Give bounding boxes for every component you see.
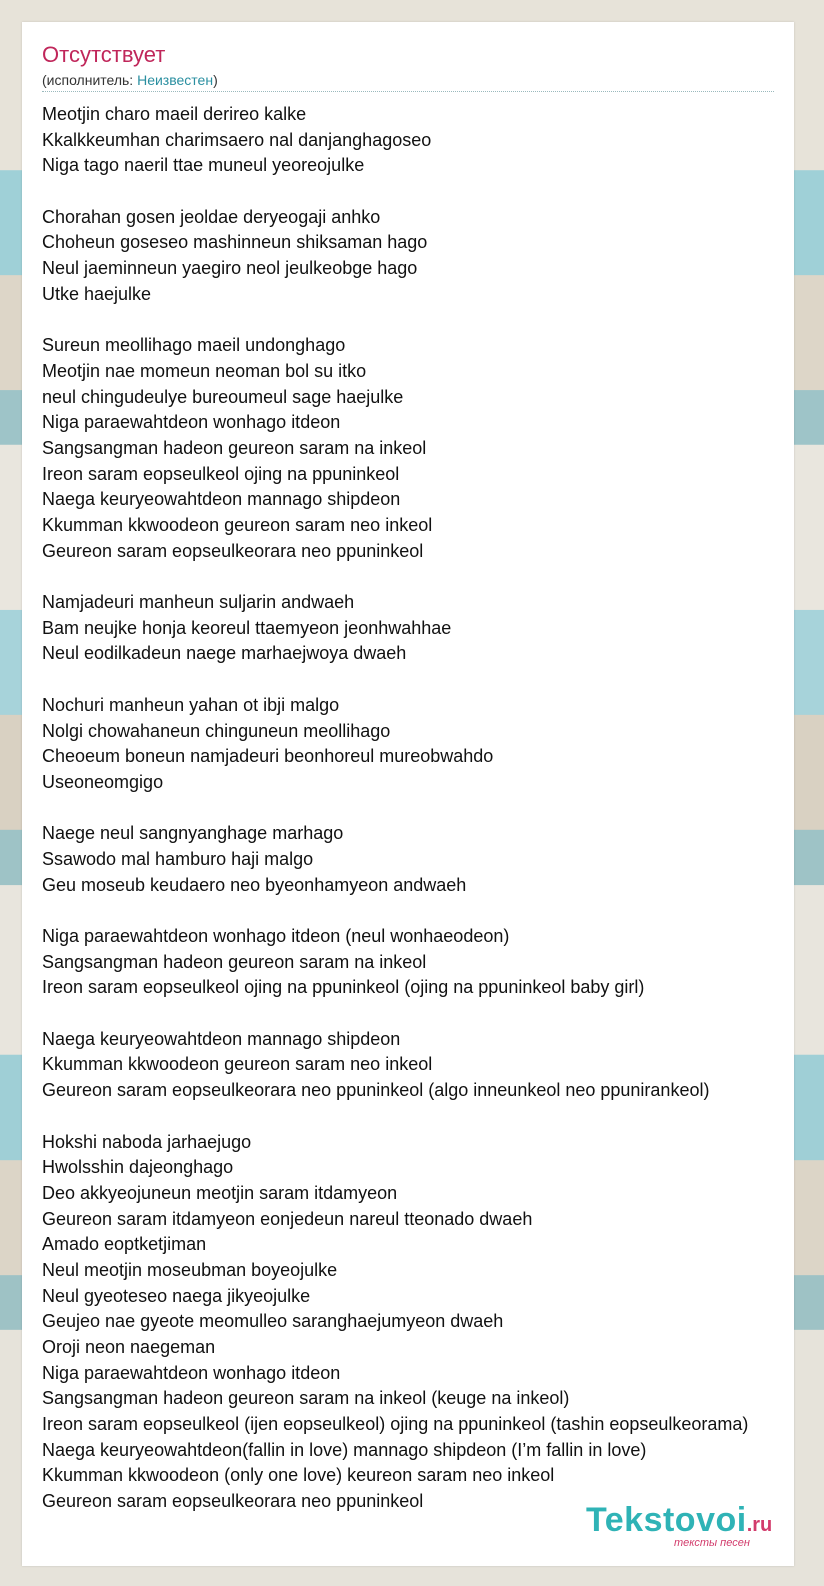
stanza-break	[42, 898, 824, 924]
lyric-line: Niga paraewahtdeon wonhago itdeon (neul wonhaeodeon)	[42, 926, 510, 946]
logo-wordmark: Tekstovoi	[586, 1501, 747, 1539]
lyric-line: Sangsangman hadeon geureon saram na inkeol (keuge na inkeol)	[42, 1388, 570, 1409]
lyric-line: Geureon saram itdamyeon eonjedeun nareul tteonado dwaeh	[42, 1208, 533, 1229]
lyric-line: Choheun goseseo mashinneun shiksaman hago	[42, 232, 428, 253]
lyric-line: Sangsangman hadeon geureon saram na inkeol	[42, 951, 427, 972]
lyric-line: Neul jaeminneun yaegiro neol jeulkeobge hago	[42, 258, 418, 279]
lyric-line: Bam neujke honja keoreul ttaemyeon jeonhwahhae	[42, 617, 452, 638]
lyric-line: Oroji neon naegeman	[42, 1337, 216, 1357]
lyric-line: Chorahan gosen jeoldae deryeogaji anhko	[42, 206, 381, 227]
artist-link[interactable]: Неизвестен	[137, 72, 214, 88]
lyric-line: Amado eoptketjiman	[42, 1234, 207, 1255]
lyric-line: Neul meotjin moseubman boyeojulke	[42, 1259, 338, 1280]
logo-tagline: тексты песен	[674, 1537, 750, 1549]
lyric-line: Neul gyeoteseo naega jikyeojulke	[42, 1285, 311, 1306]
stanza-break	[42, 1001, 824, 1027]
lyric-line: Naega keuryeowahtdeon(fallin in love) mannago shipdeon (I’m fallin in love)	[42, 1439, 647, 1460]
lyric-line: Neul eodilkadeun naege marhaejwoya dwaeh	[42, 643, 407, 664]
lyric-line: Kkalkkeumhan charimsaero nal danjanghagoseo	[42, 129, 432, 150]
lyric-line: Geujeo nae gyeote meomulleo saranghaejumyeon dwaeh	[42, 1311, 504, 1332]
stanza-break	[42, 796, 824, 822]
lyric-line: Utke haejulke	[42, 283, 152, 304]
lyric-line: Meotjin charo maeil derireo kalke	[42, 104, 307, 124]
lyric-line: Niga paraewahtdeon wonhago itdeon	[42, 1362, 341, 1383]
lyric-line: Kkumman kkwoodeon (only one love) keureon saram neo inkeol	[42, 1465, 555, 1486]
lyric-line: Kkumman kkwoodeon geureon saram neo inkeol	[42, 1054, 433, 1075]
logo-tld: .ru	[746, 1514, 773, 1536]
lyric-line: Namjadeuri manheun suljarin andwaeh	[42, 592, 355, 613]
lyric-line: Hwolsshin dajeonghago	[42, 1157, 234, 1178]
lyric-line: Geu moseub keudaero neo byeonhamyeon andwaeh	[42, 874, 467, 895]
lyric-line: Niga tago naeril ttae muneul yeoreojulke	[42, 155, 365, 176]
lyric-line: Sureun meollihago maeil undonghago	[42, 335, 346, 356]
lyric-line: Meotjin nae momeun neoman bol su itko	[42, 360, 367, 381]
stanza-break	[42, 308, 824, 334]
lyric-line: Hokshi naboda jarhaejugo	[42, 1131, 252, 1152]
artist-suffix: )	[213, 72, 218, 88]
lyric-line: Naega keuryeowahtdeon mannago shipdeon	[42, 1028, 401, 1049]
lyric-line: Ireon saram eopseulkeol ojing na ppuninkeol	[42, 463, 400, 484]
artist-line	[42, 72, 218, 88]
stanza-break	[42, 179, 824, 205]
lyric-line: neul chingudeulye bureoumeul sage haejulke	[42, 386, 404, 407]
lyric-line: Geureon saram eopseulkeorara neo ppuninkeol	[42, 1491, 424, 1512]
lyric-line: Sangsangman hadeon geureon saram na inkeol	[42, 437, 427, 458]
lyric-line: Ireon saram eopseulkeol ojing na ppuninkeol (ojing na ppuninkeol baby girl)	[42, 977, 645, 998]
lyric-line: Kkumman kkwoodeon geureon saram neo inkeol	[42, 515, 433, 535]
lyric-line: Cheoeum boneun namjadeuri beonhoreul mureobwahdo	[42, 746, 494, 767]
title-divider	[42, 91, 774, 92]
lyric-line: Nochuri manheun yahan ot ibji malgo	[42, 694, 340, 715]
lyric-line: Ireon saram eopseulkeol (ijen eopseulkeol) ojing na ppuninkeol (tashin eopseulkeorama)	[42, 1414, 749, 1435]
stanza-break	[42, 564, 824, 590]
lyric-line: Geureon saram eopseulkeorara neo ppuninkeol (algo inneunkeol neo ppunirankeol)	[42, 1080, 710, 1101]
lyric-line: Ssawodo mal hamburo haji malgo	[42, 848, 314, 869]
lyric-line: Geureon saram eopseulkeorara neo ppuninkeol	[42, 540, 424, 561]
stanza-break	[42, 667, 824, 693]
lyric-line: Deo akkyeojuneun meotjin saram itdamyeon	[42, 1182, 398, 1203]
site-logo[interactable]	[586, 1501, 796, 1557]
lyric-line: Niga paraewahtdeon wonhago itdeon	[42, 412, 341, 433]
lyrics-text	[42, 102, 824, 1515]
song-title: Отсутствует	[42, 42, 166, 67]
lyric-line: Naege neul sangnyanghage marhago	[42, 823, 344, 844]
lyrics-card	[22, 22, 794, 1566]
lyric-line: Useoneomgigo	[42, 771, 164, 792]
lyric-line: Naega keuryeowahtdeon mannago shipdeon	[42, 489, 401, 510]
artist-prefix: (исполнитель:	[42, 72, 138, 88]
lyric-line: Nolgi chowahaneun chinguneun meollihago	[42, 720, 391, 741]
stanza-break	[42, 1104, 824, 1130]
